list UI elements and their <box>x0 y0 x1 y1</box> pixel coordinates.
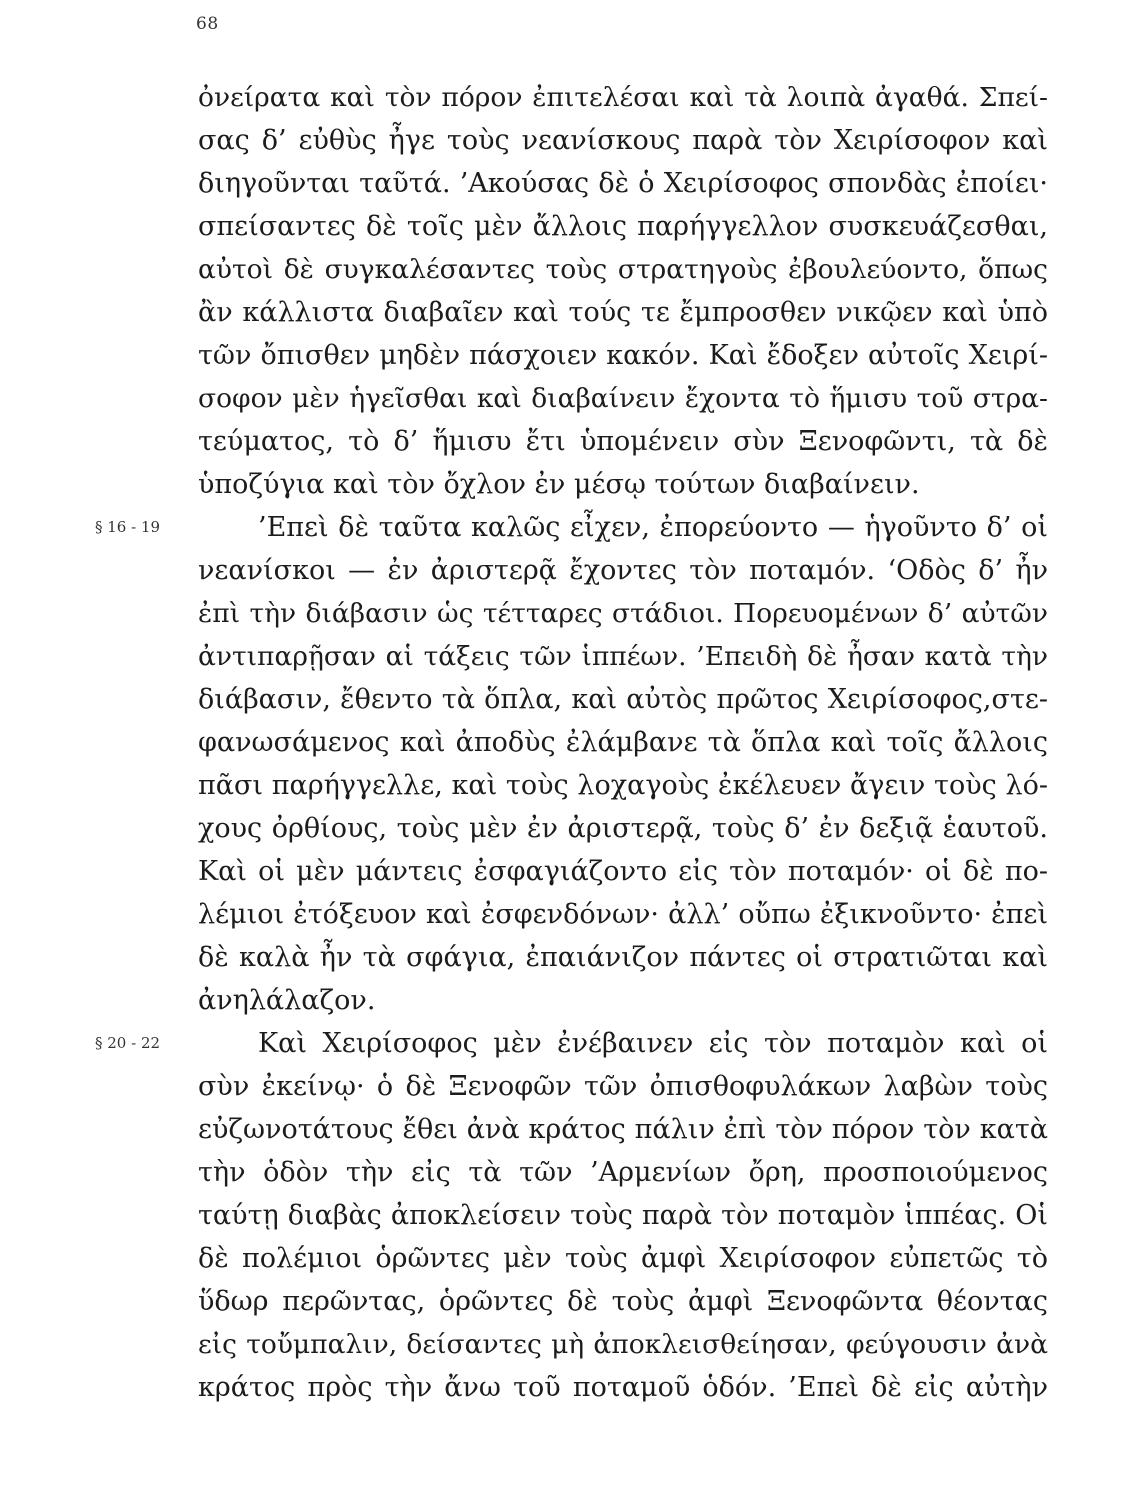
text-line: σας δ’ εὐθὺς ἦγε τοὺς νεανίσκους παρὰ τὸν Χειρίσοφον καὶ <box>198 125 1048 156</box>
paragraph <box>198 76 1048 506</box>
text-line: ἀντιπαρῇσαν αἱ τάξεις τῶν ἱππέων. ’Επειδὴ δὲ ἦσαν κατὰ τὴν <box>198 641 1048 672</box>
section-marginal-note: § 16 - 19 <box>95 518 161 536</box>
text-line: ὕδωρ περῶντας, ὁρῶντες δὲ τοὺς ἀμφὶ Ξενοφῶντα θέοντας <box>198 1286 1048 1317</box>
text-line: λέμιοι ἐτόξευον καὶ ἐσφενδόνων· ἀλλ’ οὔπω ἐξικνοῦντο· ἐπεὶ <box>198 899 1048 930</box>
text-line: δὲ καλὰ ἦν τὰ σφάγια, ἐπαιάνιζον πάντες οἱ στρατιῶται καὶ <box>198 942 1048 973</box>
text-line: διηγοῦνται ταῦτά. ’Ακούσας δὲ ὁ Χειρίσοφος σπονδὰς ἐποίει· <box>198 168 1048 199</box>
text-line: φανωσάμενος καὶ ἀποδὺς ἐλάμβανε τὰ ὅπλα καὶ τοῖς ἄλλοις <box>198 727 1048 758</box>
text-line: πᾶσι παρήγγελλε, καὶ τοὺς λοχαγοὺς ἐκέλευεν ἄγειν τοὺς λό- <box>198 770 1048 801</box>
text-line: Καὶ οἱ μὲν μάντεις ἐσφαγιάζοντο εἰς τὸν ποταμόν· οἱ δὲ πο- <box>198 856 1048 887</box>
text-line: αὐτοὶ δὲ συγκαλέσαντες τοὺς στρατηγοὺς ἐβουλεύοντο, ὅπως <box>198 254 1048 285</box>
text-line: εὐζωνοτάτους ἔθει ἀνὰ κράτος πάλιν ἐπὶ τὸν πόρον τὸν κατὰ <box>198 1114 1048 1145</box>
text-line: ὀνείρατα καὶ τὸν πόρον ἐπιτελέσαι καὶ τὰ λοιπὰ ἀγαθά. Σπεί- <box>198 82 1048 113</box>
body-text <box>95 76 1048 1409</box>
text-line: τὴν ὁδὸν τὴν εἰς τὰ τῶν ’Αρμενίων ὄρη, προσποιούμενος <box>198 1157 1048 1188</box>
text-line: ταύτῃ διαβὰς ἀποκλείσειν τοὺς παρὰ τὸν ποταμὸν ἱππέας. Οἱ <box>198 1200 1048 1231</box>
text-line: σοφον μὲν ἡγεῖσθαι καὶ διαβαίνειν ἔχοντα τὸ ἥμισυ τοῦ στρα- <box>198 383 1048 414</box>
text-line: εἰς τοὔμπαλιν, δείσαντες μὴ ἀποκλεισθείησαν, φεύγουσιν ἀνὰ <box>198 1329 1048 1360</box>
text-line: νεανίσκοι — ἐν ἀριστερᾷ ἔχοντες τὸν ποταμόν. ‘Οδὸς δ’ ἦν <box>198 555 1048 586</box>
text-line: χους ὀρθίους, τοὺς μὲν ἐν ἀριστερᾷ, τοὺς δ’ ἐν δεξιᾷ ἑαυτοῦ. <box>198 813 1048 844</box>
text-line: τῶν ὄπισθεν μηδὲν πάσχοιεν κακόν. Καὶ ἔδοξεν αὐτοῖς Χειρί- <box>198 340 1048 371</box>
text-line: Καὶ Χειρίσοφος μὲν ἐνέβαινεν εἰς τὸν ποταμὸν καὶ οἱ <box>258 1028 1048 1059</box>
text-line: ἀνηλάλαζον. <box>198 985 376 1016</box>
text-line: τεύματος, τὸ δ’ ἥμισυ ἔτι ὑπομένειν σὺν Ξενοφῶντι, τὰ δὲ <box>198 426 1048 457</box>
text-line: ’Επεὶ δὲ ταῦτα καλῶς εἶχεν, ἐπορεύοντο — ἡγοῦντο δ’ οἱ <box>258 512 1048 543</box>
text-line: σπείσαντες δὲ τοῖς μὲν ἄλλοις παρήγγελλον συσκευάζεσθαι, <box>198 211 1048 242</box>
paragraph <box>95 506 1048 1022</box>
paragraph <box>95 1022 1048 1409</box>
text-line: ἐπὶ τὴν διάβασιν ὡς τέτταρες στάδιοι. Πορευομένων δ’ αὐτῶν <box>198 598 1048 629</box>
section-marginal-note: § 20 - 22 <box>95 1034 161 1052</box>
text-line: διάβασιν, ἔθεντο τὰ ὅπλα, καὶ αὐτὸς πρῶτος Χειρίσοφος,στε- <box>198 684 1048 715</box>
text-line: ἂν κάλλιστα διαβαῖεν καὶ τούς τε ἔμπροσθεν νικῷεν καὶ ὑπὸ <box>198 297 1048 328</box>
text-line: ὑποζύγια καὶ τὸν ὄχλον ἐν μέσῳ τούτων διαβαίνειν. <box>198 469 920 500</box>
text-line: κράτος πρὸς τὴν ἄνω τοῦ ποταμοῦ ὁδόν. ’Επεὶ δὲ εἰς αὐτὴν <box>198 1372 1048 1403</box>
text-line: δὲ πολέμιοι ὁρῶντες μὲν τοὺς ἀμφὶ Χειρίσοφον εὐπετῶς τὸ <box>198 1243 1048 1274</box>
page-number: 68 <box>196 14 219 34</box>
text-line: σὺν ἐκείνῳ· ὁ δὲ Ξενοφῶν τῶν ὀπισθοφυλάκων λαβὼν τοὺς <box>198 1071 1048 1102</box>
